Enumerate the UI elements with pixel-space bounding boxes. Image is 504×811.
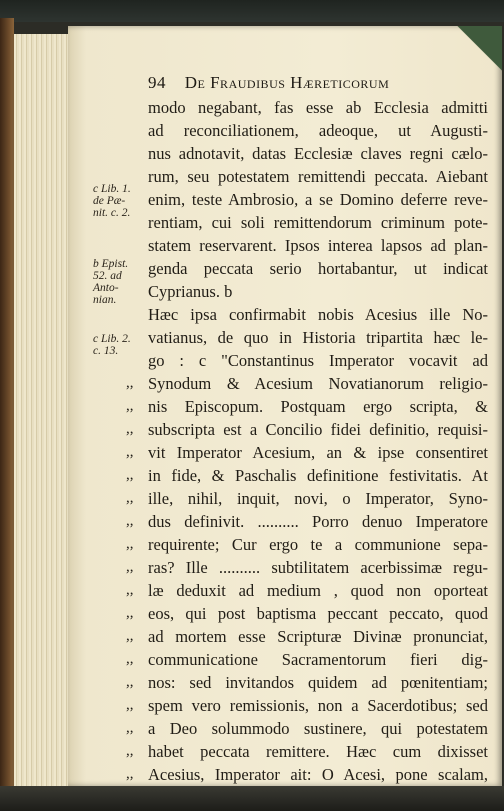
quote-mark: ,, xyxy=(126,398,134,414)
text-line xyxy=(148,303,488,326)
margin-note-line: 52. ad xyxy=(93,270,122,282)
text-line xyxy=(126,464,488,487)
line-text: ille, nihil, inquit, novi, o Imperator, Syno- xyxy=(148,489,488,508)
text-line xyxy=(126,717,488,740)
text-line xyxy=(126,671,488,694)
margin-note-line: c. 13. xyxy=(93,345,119,357)
margin-note-line: de Pæ- xyxy=(93,195,126,207)
text-line xyxy=(126,395,488,418)
quote-mark: ,, xyxy=(126,536,134,552)
line-text: Cyprianus. b xyxy=(148,282,233,301)
margin-note-line: nian. xyxy=(93,294,117,306)
text-line xyxy=(126,556,488,579)
quote-mark: ,, xyxy=(126,743,134,759)
line-text: modo negabant, fas esse ab Ecclesia admitti xyxy=(148,98,488,117)
scan-bottom-border xyxy=(0,786,504,811)
line-text: rum, seu potestatem remittendi peccata. Aiebant xyxy=(148,167,488,186)
page-header xyxy=(148,73,488,97)
page-stack-edge xyxy=(12,34,72,786)
text-line xyxy=(148,96,488,119)
line-text: statem reservarent. Ipsos interea lapsos ad plan- xyxy=(148,236,488,255)
line-text: genda peccata serio hortabantur, ut indicat xyxy=(148,259,488,278)
text-line xyxy=(148,280,488,303)
line-text: ras? Ille .......... subtilitatem acerbissimæ regu- xyxy=(148,558,488,577)
quote-mark: ,, xyxy=(126,375,134,391)
text-line xyxy=(126,510,488,533)
quote-mark: ,, xyxy=(126,444,134,460)
quote-mark: ,, xyxy=(126,513,134,529)
quote-mark: ,, xyxy=(126,605,134,621)
text-line xyxy=(126,372,488,395)
text-line xyxy=(126,763,488,786)
quote-mark: ,, xyxy=(126,720,134,736)
text-line xyxy=(148,349,488,372)
line-text: subscripta est a Concilio fidei definitio, requisi- xyxy=(148,420,488,439)
margin-note-line: nit. c. 2. xyxy=(93,207,131,219)
quote-mark: ,, xyxy=(126,651,134,667)
quote-mark: ,, xyxy=(126,559,134,575)
line-text: communicatione Sacramentorum fieri dig- xyxy=(148,650,488,669)
line-text: ad reconciliationem, adeoque, ut Augusti- xyxy=(148,121,488,140)
line-text: nis Episcopum. Postquam ergo scripta, & xyxy=(148,397,488,416)
scan-top-border xyxy=(0,0,504,22)
page-number: 94 xyxy=(148,73,166,92)
text-line xyxy=(126,648,488,671)
text-line xyxy=(126,694,488,717)
line-text: go : c "Constantinus Imperator vocavit ad xyxy=(148,351,488,370)
margin-note-line: Anto- xyxy=(93,282,119,294)
margin-note-1 xyxy=(93,183,149,219)
quote-mark: ,, xyxy=(126,674,134,690)
margin-note-line: b Epist. xyxy=(93,258,129,270)
line-text: nos: sed invitandos quidem ad pœnitentiam; xyxy=(148,673,488,692)
text-line xyxy=(148,234,488,257)
page-corner-shadow xyxy=(442,26,502,76)
line-text: spem vero remissionis, non a Sacerdotibus; sed xyxy=(148,696,488,715)
line-text: Hæc ipsa confirmabit nobis Acesius ille No- xyxy=(148,305,488,324)
line-text: enim, teste Ambrosio, a se Domino deferre reve- xyxy=(148,190,488,209)
quote-mark: ,, xyxy=(126,490,134,506)
quote-mark: ,, xyxy=(126,467,134,483)
line-text: requirente; Cur ergo te a communione sepa- xyxy=(148,535,488,554)
text-line xyxy=(126,487,488,510)
line-text: ad mortem esse Scripturæ Divinæ pronunciat, xyxy=(148,627,488,646)
line-text: Acesius, Imperator ait: O Acesi, pone scalam, xyxy=(148,765,488,784)
line-text: vit Imperator Acesium, an & ipse consentiret xyxy=(148,443,488,462)
quote-mark: ,, xyxy=(126,582,134,598)
margin-note-3 xyxy=(93,333,149,357)
line-text: nus adnotavit, datas Ecclesiæ claves regni cælo- xyxy=(148,144,488,163)
running-title: De Fraudibus Hæreticorum xyxy=(184,73,390,92)
text-line xyxy=(126,740,488,763)
line-text: in fide, & Paschalis definitione festivitatis. At xyxy=(148,466,488,485)
body-text xyxy=(126,96,488,809)
line-text: Synodum & Acesium Novatianorum religio- xyxy=(148,374,488,393)
margin-note-2 xyxy=(93,258,149,306)
text-line xyxy=(148,188,488,211)
line-text: læ deduxit ad medium , quod non oporteat xyxy=(148,581,488,600)
quote-mark: ,, xyxy=(126,697,134,713)
text-line xyxy=(148,211,488,234)
text-line xyxy=(148,326,488,349)
line-text: vatianus, de quo in Historia tripartita hæc le- xyxy=(148,328,488,347)
text-line xyxy=(126,625,488,648)
text-line xyxy=(126,579,488,602)
line-text: rentiam, cui soli remittendorum criminum pote- xyxy=(148,213,488,232)
line-text: habet peccata remittere. Hæc cum dixisset xyxy=(148,742,488,761)
line-text: dus definivit. .......... Porro denuo Imperatore xyxy=(148,512,488,531)
text-line xyxy=(148,142,488,165)
margin-note-line: c Lib. 2. xyxy=(93,333,131,345)
text-line xyxy=(126,418,488,441)
line-text: a Deo solummodo sustinere, qui potestatem xyxy=(148,719,488,738)
text-line xyxy=(126,602,488,625)
text-line xyxy=(126,533,488,556)
text-line xyxy=(148,257,488,280)
text-line xyxy=(126,441,488,464)
text-line xyxy=(148,165,488,188)
margin-note-line: c Lib. 1. xyxy=(93,183,131,195)
line-text: eos, qui post baptisma peccant peccato, quod xyxy=(148,604,488,623)
text-line xyxy=(148,119,488,142)
quote-mark: ,, xyxy=(126,421,134,437)
quote-mark: ,, xyxy=(126,766,134,782)
quote-mark: ,, xyxy=(126,628,134,644)
